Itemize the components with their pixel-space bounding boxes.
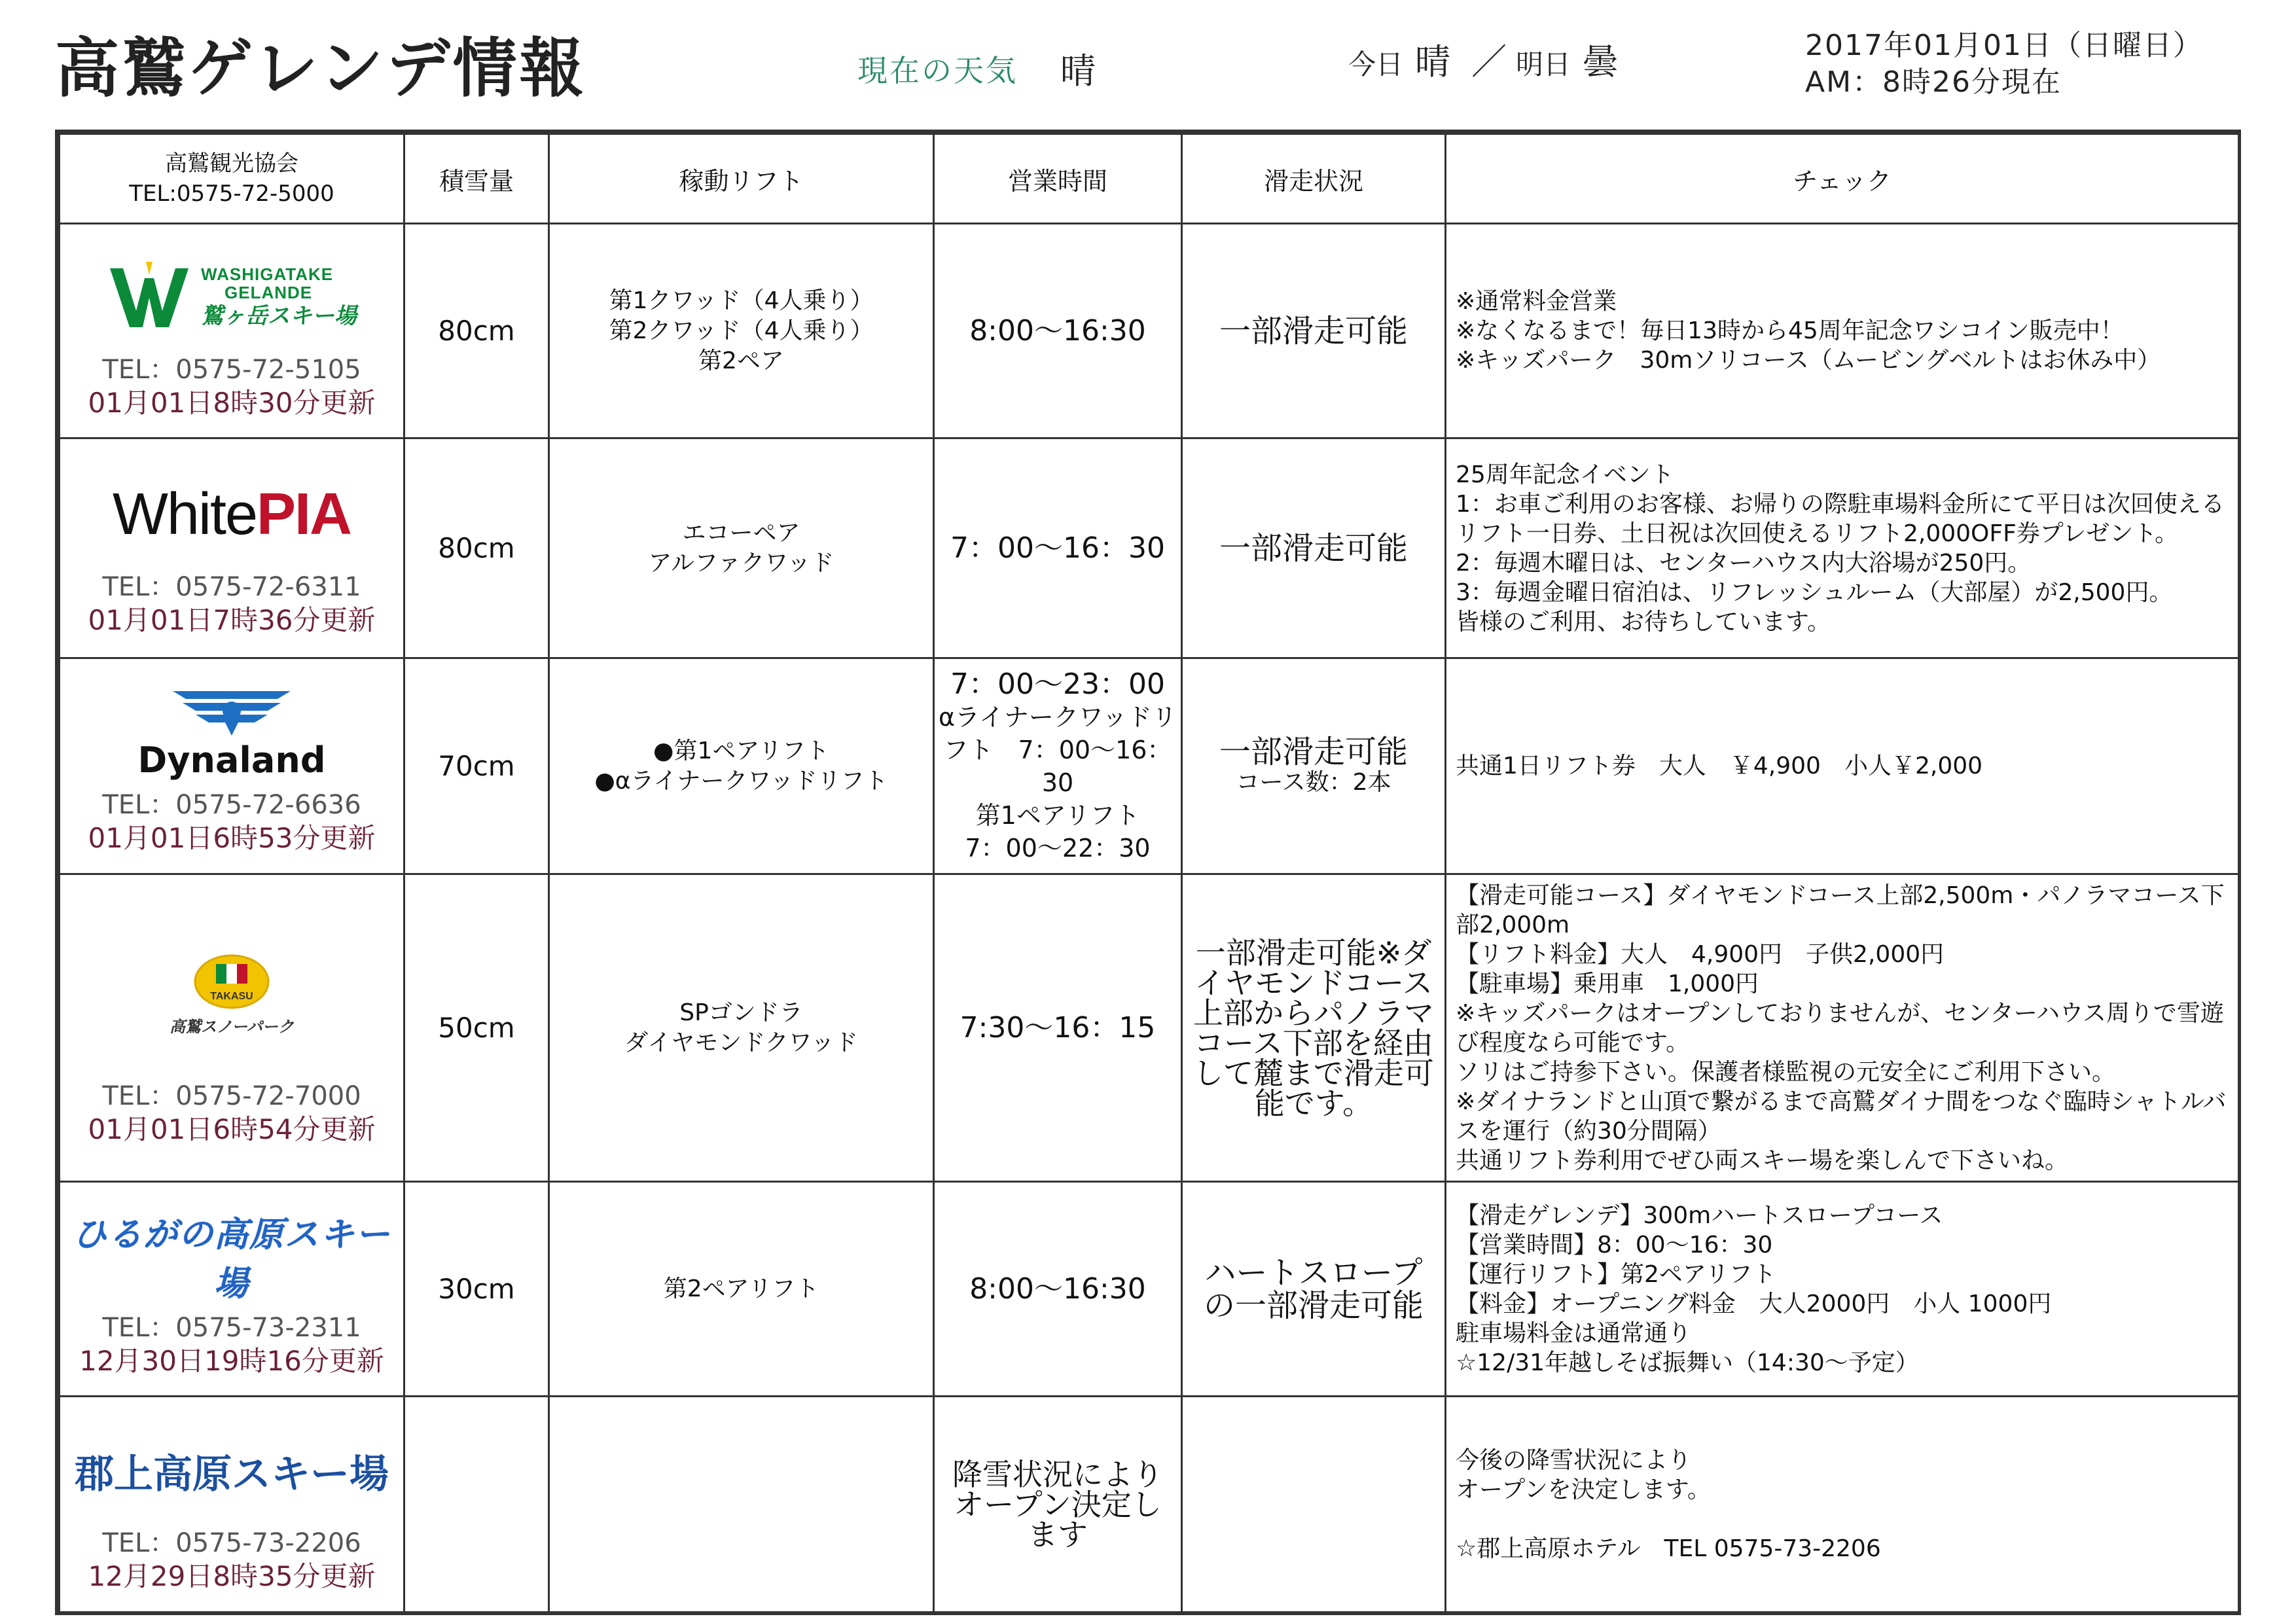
check-line: 駐車場料金は通常通り — [1456, 1319, 1692, 1347]
whitepia-logo[interactable] — [60, 459, 403, 571]
resort-tel: TEL：0575-72-5105 — [102, 354, 361, 385]
snow-depth: 70cm — [404, 658, 549, 874]
hours-line: 7：00～23：00 — [950, 667, 1165, 701]
check-cell — [1446, 224, 2239, 438]
header-hours: 営業時間 — [934, 134, 1182, 224]
check-line: 【料金】オープニング料金 大人2000円 小人 1000円 — [1456, 1290, 2052, 1317]
status-text: 一部滑走可能 — [1219, 529, 1408, 567]
lifts-cell — [549, 658, 934, 874]
snow-depth: 50cm — [404, 874, 549, 1182]
lift-item: ●第1ペアリフト — [653, 737, 829, 764]
check-line: ☆郡上高原ホテル TEL 0575-73-2206 — [1456, 1535, 1881, 1562]
status-cell — [1182, 874, 1446, 1182]
association-tel: TEL:0575-72-5000 — [129, 181, 334, 207]
logo-jp: 高鷲スノーパーク — [169, 1018, 295, 1036]
status-cell — [1182, 224, 1446, 438]
resort-tel: TEL：0575-72-7000 — [102, 1080, 361, 1111]
check-line: 皆様のご利用、お待ちしています。 — [1456, 608, 1831, 635]
resort-cell — [60, 224, 404, 438]
resort-tel: TEL：0575-72-6636 — [102, 789, 361, 820]
datetime — [1805, 27, 2203, 101]
updated-time: 01月01日6時53分更新 — [88, 821, 376, 854]
resort-cell — [60, 438, 404, 658]
forecast-separator: ／ — [1471, 41, 1507, 82]
table-row — [60, 658, 2239, 874]
status-cell — [1182, 438, 1446, 658]
lift-item: SPゴンドラ — [679, 999, 803, 1026]
check-line: ソリはご持参下さい。保護者様監視の元安全にご利用下さい。 — [1456, 1058, 2116, 1086]
check-line — [1456, 1505, 2231, 1534]
check-cell — [1446, 658, 2239, 874]
lift-item: ダイヤモンドクワッド — [624, 1029, 858, 1056]
updated-time: 01月01日6時54分更新 — [88, 1113, 376, 1145]
check-cell — [1446, 1397, 2239, 1613]
check-line: 【運行リフト】第2ペアリフト — [1456, 1260, 1776, 1288]
check-line: 今後の降雪状況により — [1456, 1446, 1692, 1474]
today-label: 今日 — [1348, 48, 1404, 80]
hours-line: 降雪状況によりオープン決定します — [952, 1456, 1163, 1552]
status-text: 一部滑走可能※ダイヤモンドコース上部からパノラマコース下部を経由して麓まで滑走可能です。 — [1193, 935, 1434, 1121]
lift-item: アルファクワッド — [648, 549, 834, 577]
check-line: 1：お車ご利用のお客様、お帰りの際駐車場料金所にて平日は次回使えるリフト一日券、土日祝は次回使えるリフト2,000OFF券プレゼント。 — [1456, 490, 2225, 547]
association-name: 高鷲観光協会 — [165, 151, 298, 177]
header-status: 滑走状況 — [1182, 134, 1446, 224]
gelande-table — [55, 130, 2241, 1615]
check-line: ※キッズパークはオープンしておりませんが、センターハウス周りで雪遊び程度なら可能です。 — [1456, 999, 2224, 1056]
w-mark-icon — [107, 262, 192, 334]
check-line: ※キッズパーク 30mソリコース（ムービングベルトはお休み中） — [1456, 347, 2161, 374]
check-line: 【営業時間】8：00～16：30 — [1456, 1231, 1773, 1258]
hirugano-logo[interactable] — [60, 1200, 403, 1311]
logo-main: ひるがの高原スキー場 — [72, 1215, 391, 1304]
snow-depth: 80cm — [404, 438, 549, 658]
check-line: 2：毎週木曜日は、センターハウス内大浴場が250円。 — [1456, 549, 2032, 577]
check-line: 共通1日リフト券 大人 ￥4,900 小人￥2,000 — [1456, 753, 1983, 779]
check-cell — [1446, 438, 2239, 658]
table-row — [60, 438, 2239, 658]
status-cell — [1182, 1182, 1446, 1397]
logo-en1: WASHIGATAKE — [201, 264, 334, 284]
resort-cell — [60, 1397, 404, 1613]
hours-cell — [934, 438, 1182, 658]
badge-text: TAKASU — [210, 991, 253, 1002]
hours-cell — [934, 1397, 1182, 1613]
status-cell — [1182, 658, 1446, 874]
logo-en2: GELANDE — [224, 282, 313, 302]
snow-depth: 30cm — [404, 1182, 549, 1397]
forecast — [1348, 34, 1630, 84]
washigatake-logo[interactable] — [60, 242, 403, 353]
lifts-cell — [549, 224, 934, 438]
check-line: 【滑走ゲレンデ】300mハートスロープコース — [1456, 1202, 1943, 1229]
check-line: 25周年記念イベント — [1456, 461, 1674, 488]
takasu-badge-icon — [192, 952, 271, 1011]
lift-item: 第2クワッド（4人乗り） — [609, 317, 874, 344]
page-title: 高鷲ゲレンデ情報 — [55, 31, 586, 106]
logo-jp: 鷲ヶ岳スキー場 — [201, 303, 357, 329]
check-line: 共通リフト券利用でぜひ両スキー場を楽しんで下さいね。 — [1456, 1147, 2069, 1174]
time-text: AM：8時26分現在 — [1805, 65, 2062, 99]
header-association — [60, 134, 404, 224]
check-line: ※通常料金営業 — [1456, 288, 1617, 315]
check-line: ※ダイナランドと山頂で繋がるまで高鷲ダイナ間をつなぐ臨時シャトルバスを運行（約30分間隔） — [1456, 1088, 2227, 1145]
hours-line: 8:00～16:30 — [969, 313, 1146, 348]
resort-cell — [60, 874, 404, 1182]
hours-cell — [934, 224, 1182, 438]
lifts-cell — [549, 1182, 934, 1397]
lifts-cell — [549, 1397, 934, 1613]
resort-cell — [60, 1182, 404, 1397]
lifts-cell — [549, 874, 934, 1182]
lift-item: 第2ペアリフト — [663, 1275, 819, 1302]
hours-line: 8:00～16:30 — [969, 1272, 1146, 1306]
logo-main: 郡上高原スキー場 — [75, 1451, 389, 1497]
resort-tel: TEL：0575-73-2206 — [102, 1527, 361, 1558]
lift-item: 第1クワッド（4人乗り） — [609, 287, 874, 314]
resort-tel: TEL：0575-72-6311 — [102, 571, 361, 602]
logo-accent: PIA — [257, 482, 351, 547]
gujo-logo[interactable] — [60, 1416, 403, 1527]
hours-line: 第1ペアリフト — [975, 800, 1140, 830]
header-snow: 積雪量 — [404, 134, 549, 224]
hours-line: αライナークワッドリフト 7：00～16：30 — [938, 702, 1177, 797]
current-weather-label: 現在の天気 — [857, 53, 1018, 88]
status-text: 一部滑走可能 — [1219, 733, 1408, 770]
tomorrow-weather: 曇 — [1583, 41, 1619, 82]
lift-item: エコーペア — [682, 519, 800, 546]
updated-time: 12月30日19時16分更新 — [79, 1344, 384, 1377]
check-line: ☆12/31年越しそば振舞い（14:30～予定） — [1456, 1349, 1919, 1376]
dynaland-logo[interactable] — [60, 677, 403, 789]
check-line: 【リフト料金】大人 4,900円 子供2,000円 — [1456, 940, 1945, 968]
status-text: 一部滑走可能 — [1219, 312, 1408, 349]
table-row — [60, 1397, 2239, 1613]
resort-tel: TEL：0575-73-2311 — [102, 1312, 361, 1343]
logo-main: White — [112, 482, 257, 547]
updated-time: 12月29日8時35分更新 — [88, 1560, 376, 1592]
check-line: オープンを決定します。 — [1456, 1476, 1711, 1503]
eagle-icon — [166, 685, 297, 737]
table-row — [60, 224, 2239, 438]
hours-cell — [934, 658, 1182, 874]
hours-line: 7：00～22：30 — [965, 833, 1151, 863]
check-line: 【滑走可能コース】ダイヤモンドコース上部2,500m・パノラマコース下部2,000m — [1456, 882, 2225, 938]
check-line: ※なくなるまで！毎日13時から45周年記念ワシコイン販売中！ — [1456, 317, 2124, 344]
table-row — [60, 874, 2239, 1182]
date-text: 2017年01月01日（日曜日） — [1805, 29, 2203, 62]
check-cell — [1446, 874, 2239, 1182]
header-lifts: 稼動リフト — [549, 134, 934, 224]
tomorrow-label: 明日 — [1516, 48, 1571, 80]
header-check: チェック — [1446, 134, 2239, 224]
snow-depth: 80cm — [404, 224, 549, 438]
lift-item: ●αライナークワッドリフト — [594, 767, 888, 794]
lift-item: 第2ペア — [698, 347, 784, 374]
hours-line: 7:30～16：15 — [960, 1010, 1156, 1044]
updated-time: 01月01日7時36分更新 — [88, 603, 376, 636]
takasu-logo[interactable] — [60, 910, 403, 1080]
check-line: 3：毎週金曜日宿泊は、リフレッシュルーム（大部屋）が2,500円。 — [1456, 579, 2173, 606]
status-sub: コース数：2本 — [1236, 768, 1391, 796]
check-line: 【駐車場】乗用車 1,000円 — [1456, 970, 1759, 997]
hours-cell — [934, 1182, 1182, 1397]
status-cell — [1182, 1397, 1446, 1613]
snow-depth — [404, 1397, 549, 1613]
current-weather-value: 晴 — [1060, 50, 1096, 92]
logo-main: Dynaland — [137, 740, 326, 781]
resort-cell — [60, 658, 404, 874]
updated-time: 01月01日8時30分更新 — [88, 386, 376, 419]
table-row — [60, 1182, 2239, 1397]
lifts-cell — [549, 438, 934, 658]
table-header-row — [60, 134, 2239, 224]
today-weather: 晴 — [1415, 41, 1451, 82]
status-text: ハートスロープの一部滑走可能 — [1203, 1254, 1424, 1324]
hours-line: 7：00～16：30 — [950, 531, 1165, 565]
hours-cell — [934, 874, 1182, 1182]
check-cell — [1446, 1182, 2239, 1397]
